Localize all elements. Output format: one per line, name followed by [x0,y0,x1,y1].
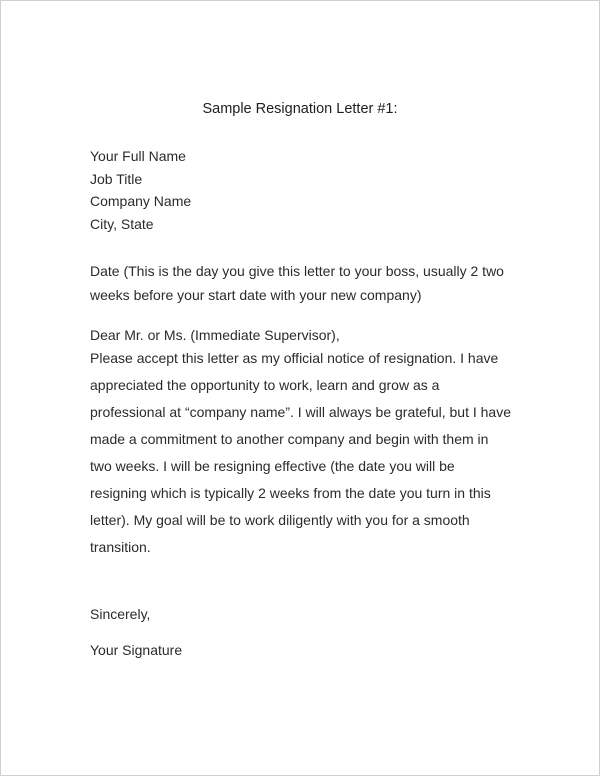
date-line: weeks before your start date with your new company) [90,287,422,303]
sender-address-block [90,145,510,235]
body-line: made a commitment to another company and begin with them in [90,431,489,447]
body-line: Please accept this letter as my official notice of resignation. I have [90,350,499,366]
body-line: two weeks. I will be resigning effective (the date you will be [90,458,455,474]
sender-city-state: City, State [90,215,154,232]
body-line: professional at “company name”. I will always be grateful, but I have [90,404,511,420]
date-paragraph [90,259,510,307]
sender-full-name: Your Full Name [90,148,186,164]
letter-body [90,325,510,561]
sender-job-title: Job Title [90,170,143,187]
date-line: Date (This is the day you give this letter to your boss, usually 2 two [90,263,504,279]
letter-title: Sample Resignation Letter #1: [202,101,398,117]
sender-company-name: Company Name [90,193,192,209]
body-line: transition. [90,539,151,555]
body-line: resigning which is typically 2 weeks from the date you turn in this [90,485,491,501]
body-line: appreciated the opportunity to work, learn and grow as a [90,377,440,393]
body-line: letter). My goal will be to work diligently with you for a smooth [90,512,470,528]
closing: Sincerely, [90,606,151,622]
salutation: Dear Mr. or Ms. (Immediate Supervisor), [90,327,340,343]
signature-line: Your Signature [90,642,183,658]
